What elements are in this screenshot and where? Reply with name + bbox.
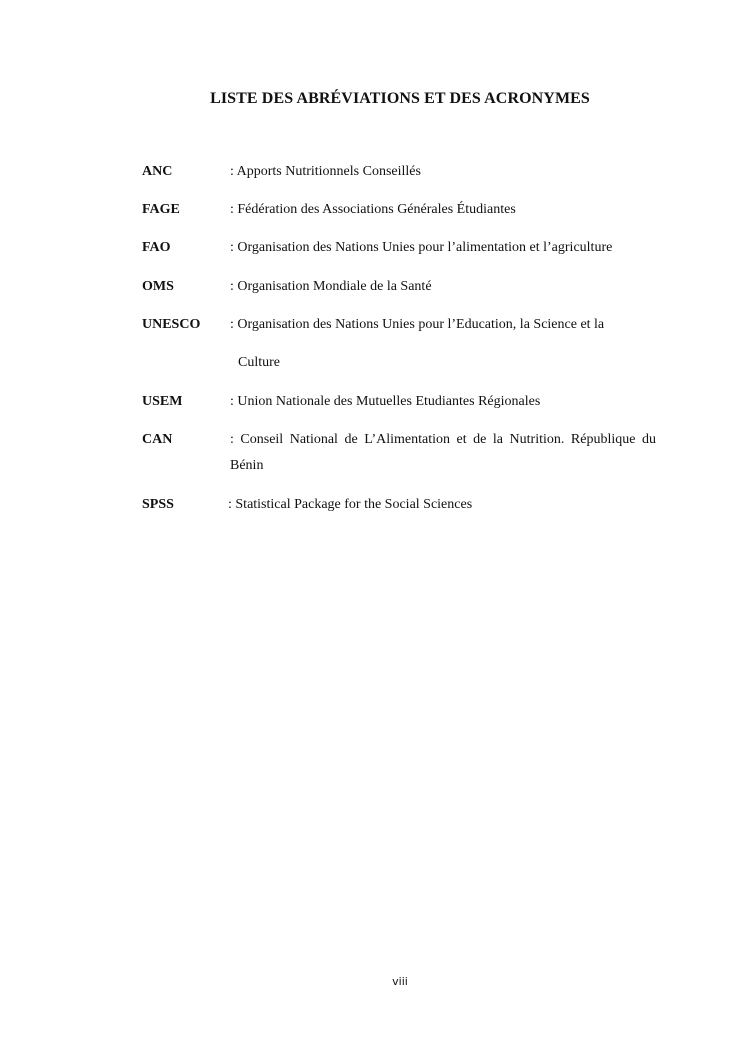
definition: : Fédération des Associations Générales Étudiantes bbox=[230, 202, 516, 217]
definition: : Statistical Package for the Social Sciences bbox=[228, 497, 473, 512]
abbreviation: FAO bbox=[142, 240, 171, 255]
abbreviation: FAGE bbox=[142, 202, 180, 217]
abbreviation: ANC bbox=[142, 164, 173, 179]
page-title: LISTE DES ABRÉVIATIONS ET DES ACRONYMES bbox=[210, 90, 590, 107]
definition: : Organisation des Nations Unies pour l’Education, la Science et la bbox=[230, 317, 605, 332]
abbreviation: CAN bbox=[142, 432, 173, 447]
abbreviation: SPSS bbox=[142, 497, 174, 512]
abbreviation: OMS bbox=[142, 279, 174, 294]
definition: : Apports Nutritionnels Conseillés bbox=[230, 164, 421, 179]
page-number: viii bbox=[392, 975, 408, 988]
definition: : Organisation des Nations Unies pour l’alimentation et l’agriculture bbox=[230, 240, 613, 255]
abbreviation: USEM bbox=[142, 394, 183, 409]
definition: : Union Nationale des Mutuelles Etudiantes Régionales bbox=[230, 394, 541, 409]
abbreviation: UNESCO bbox=[142, 317, 201, 332]
definition: : Organisation Mondiale de la Santé bbox=[230, 279, 432, 294]
definition: : Conseil National de L’Alimentation et de la Nutrition. République du Bénin bbox=[230, 432, 656, 473]
definition-continuation: Culture bbox=[238, 355, 280, 370]
